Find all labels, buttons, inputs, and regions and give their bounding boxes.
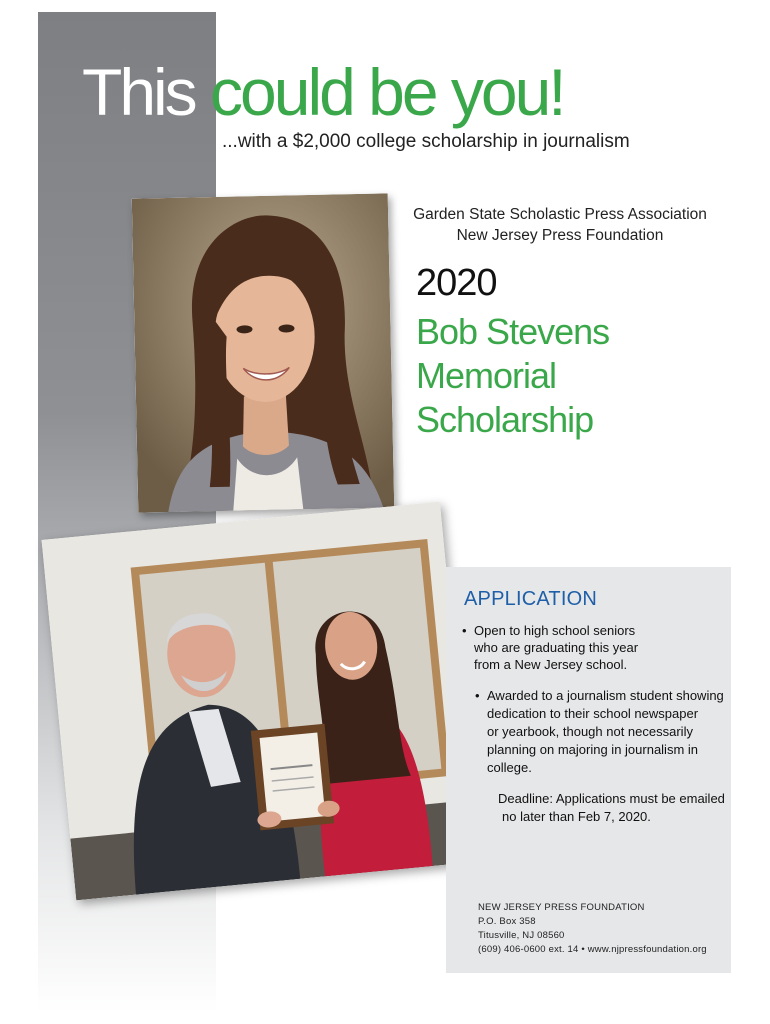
award-photo xyxy=(42,502,475,901)
headline-part2: could be you! xyxy=(210,55,564,129)
bullet-icon: • xyxy=(462,623,467,638)
deadline-line-1: Deadline: Applications must be emailed xyxy=(498,791,725,806)
title-line-2: Memorial xyxy=(416,355,557,396)
headline-part1: This xyxy=(82,55,195,129)
bullet2-line-3: or yearbook, though not necessarily xyxy=(487,724,693,739)
org-gsspa: Garden State Scholastic Press Association xyxy=(413,206,707,223)
contact-phone-web: (609) 406-0600 ext. 14 • www.njpressfoundation.org xyxy=(478,944,707,955)
contact-info xyxy=(478,901,728,957)
deadline-line-2: no later than Feb 7, 2020. xyxy=(502,809,651,824)
portrait-photo xyxy=(132,193,395,512)
deadline-text xyxy=(498,790,728,826)
bullet2-line-2: dedication to their school newspaper xyxy=(487,706,699,721)
eligibility-bullet xyxy=(462,622,712,673)
contact-org: NEW JERSEY PRESS FOUNDATION xyxy=(478,902,645,913)
scholarship-title xyxy=(416,310,609,442)
award-image xyxy=(42,502,475,901)
headline xyxy=(82,52,564,132)
contact-city: Titusville, NJ 08560 xyxy=(478,930,565,941)
title-line-3: Scholarship xyxy=(416,399,594,440)
bullet1-line-1: Open to high school seniors xyxy=(474,623,636,638)
bullet1-line-3: from a New Jersey school. xyxy=(474,657,628,672)
title-line-1: Bob Stevens xyxy=(416,311,610,352)
bullet2-line-4: planning on majoring in journalism in xyxy=(487,742,699,757)
subheadline: ...with a $2,000 college scholarship in journalism xyxy=(222,131,630,152)
award-criteria-bullet xyxy=(475,687,730,777)
year: 2020 xyxy=(416,262,497,304)
bullet2-line-1: Awarded to a journalism student showing xyxy=(487,688,724,703)
bullet-icon: • xyxy=(475,688,480,703)
org-njpf: New Jersey Press Foundation xyxy=(456,227,664,244)
contact-pobox: P.O. Box 358 xyxy=(478,916,536,927)
portrait-image xyxy=(132,193,395,512)
application-heading: APPLICATION xyxy=(464,588,597,610)
organizations xyxy=(400,204,720,246)
bullet2-line-5: college. xyxy=(487,760,532,775)
bullet1-line-2: who are graduating this year xyxy=(474,640,639,655)
